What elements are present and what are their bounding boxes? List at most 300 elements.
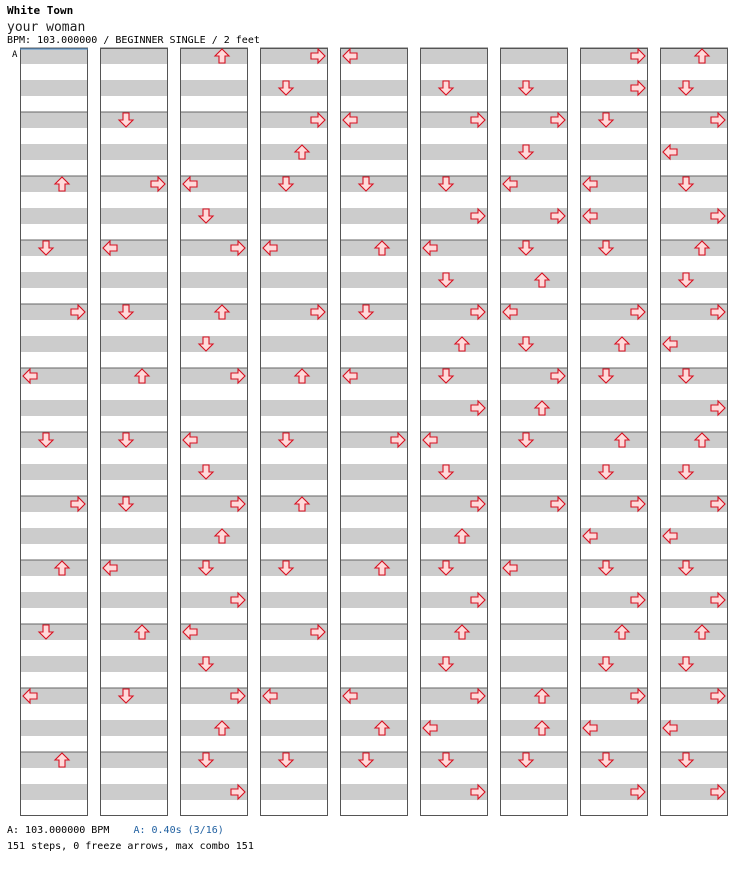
row-band xyxy=(100,192,168,208)
row-band xyxy=(260,352,328,368)
row-band xyxy=(180,64,248,80)
row-band xyxy=(660,288,728,304)
row-band xyxy=(580,464,648,480)
row-band xyxy=(500,704,568,720)
row-band xyxy=(580,576,648,592)
row-band xyxy=(500,256,568,272)
row-band xyxy=(580,448,648,464)
row-band xyxy=(20,80,88,96)
row-band xyxy=(260,336,328,352)
row-band xyxy=(20,416,88,432)
row-band xyxy=(20,240,88,256)
row-band xyxy=(420,256,488,272)
row-band xyxy=(420,128,488,144)
row-band xyxy=(260,64,328,80)
row-band xyxy=(500,320,568,336)
row-band xyxy=(100,112,168,128)
row-band xyxy=(420,656,488,672)
row-band xyxy=(420,544,488,560)
row-band xyxy=(500,512,568,528)
row-band xyxy=(20,544,88,560)
row-band xyxy=(500,416,568,432)
row-band xyxy=(180,576,248,592)
row-band xyxy=(100,48,168,64)
row-band xyxy=(180,160,248,176)
row-band xyxy=(340,144,408,160)
row-band xyxy=(340,544,408,560)
row-band xyxy=(100,224,168,240)
song-title: your woman xyxy=(7,20,86,35)
row-band xyxy=(260,704,328,720)
row-band xyxy=(580,288,648,304)
bpm-readout: A: 103.000000 BPM xyxy=(7,825,110,836)
row-band xyxy=(420,768,488,784)
row-band xyxy=(660,736,728,752)
row-band xyxy=(180,288,248,304)
row-band xyxy=(180,80,248,96)
row-band xyxy=(180,192,248,208)
row-band xyxy=(580,272,648,288)
row-band xyxy=(20,576,88,592)
row-band xyxy=(20,256,88,272)
row-band xyxy=(580,96,648,112)
row-band xyxy=(260,608,328,624)
row-band xyxy=(660,656,728,672)
row-band xyxy=(20,624,88,640)
row-band xyxy=(580,112,648,128)
row-band xyxy=(20,432,88,448)
row-band xyxy=(580,224,648,240)
row-band xyxy=(340,256,408,272)
row-band xyxy=(500,480,568,496)
row-band xyxy=(260,736,328,752)
row-band xyxy=(180,144,248,160)
row-band xyxy=(260,576,328,592)
row-band xyxy=(660,560,728,576)
row-band xyxy=(500,752,568,768)
row-band xyxy=(20,224,88,240)
row-band xyxy=(500,400,568,416)
row-band xyxy=(180,800,248,816)
row-band xyxy=(580,768,648,784)
row-band xyxy=(20,704,88,720)
row-band xyxy=(420,272,488,288)
row-band xyxy=(500,608,568,624)
time-readout: A: 0.40s (3/16) xyxy=(133,825,224,836)
row-band xyxy=(580,752,648,768)
row-band xyxy=(500,640,568,656)
row-band xyxy=(100,768,168,784)
row-band xyxy=(580,352,648,368)
row-band xyxy=(260,224,328,240)
row-band xyxy=(260,256,328,272)
row-band xyxy=(100,352,168,368)
row-band xyxy=(100,544,168,560)
row-band xyxy=(100,64,168,80)
row-band xyxy=(340,192,408,208)
row-band xyxy=(420,320,488,336)
row-band xyxy=(340,272,408,288)
row-band xyxy=(340,768,408,784)
row-band xyxy=(340,240,408,256)
row-band xyxy=(420,672,488,688)
row-band xyxy=(340,224,408,240)
row-band xyxy=(20,352,88,368)
row-band xyxy=(100,320,168,336)
row-band xyxy=(660,416,728,432)
row-band xyxy=(580,656,648,672)
row-band xyxy=(500,656,568,672)
row-band xyxy=(20,176,88,192)
row-band xyxy=(260,320,328,336)
row-band xyxy=(260,192,328,208)
row-band xyxy=(340,64,408,80)
row-band xyxy=(180,512,248,528)
row-band xyxy=(260,176,328,192)
row-band xyxy=(500,688,568,704)
song-artist: White Town xyxy=(7,4,74,17)
row-band xyxy=(100,656,168,672)
row-band xyxy=(20,208,88,224)
row-band xyxy=(100,608,168,624)
row-band xyxy=(500,544,568,560)
row-band xyxy=(500,720,568,736)
row-band xyxy=(180,96,248,112)
row-band xyxy=(20,512,88,528)
row-band xyxy=(420,480,488,496)
row-band xyxy=(20,784,88,800)
row-band xyxy=(580,624,648,640)
row-band xyxy=(580,320,648,336)
row-band xyxy=(180,480,248,496)
row-band xyxy=(20,128,88,144)
row-band xyxy=(260,544,328,560)
row-band xyxy=(340,96,408,112)
row-band xyxy=(580,672,648,688)
row-band xyxy=(260,720,328,736)
row-band xyxy=(420,640,488,656)
row-band xyxy=(660,544,728,560)
row-band xyxy=(260,160,328,176)
row-band xyxy=(100,96,168,112)
row-band xyxy=(260,144,328,160)
row-band xyxy=(100,384,168,400)
row-band xyxy=(580,416,648,432)
row-band xyxy=(420,160,488,176)
row-band xyxy=(100,416,168,432)
row-band xyxy=(340,320,408,336)
row-band xyxy=(420,528,488,544)
row-band xyxy=(660,192,728,208)
row-band xyxy=(100,400,168,416)
row-band xyxy=(340,80,408,96)
row-band xyxy=(340,592,408,608)
row-band xyxy=(420,800,488,816)
row-band xyxy=(20,160,88,176)
row-band xyxy=(500,672,568,688)
row-band xyxy=(180,704,248,720)
row-band xyxy=(420,624,488,640)
row-band xyxy=(660,448,728,464)
row-band xyxy=(660,672,728,688)
row-band xyxy=(420,224,488,240)
row-band xyxy=(340,784,408,800)
row-band xyxy=(20,608,88,624)
row-band xyxy=(500,224,568,240)
row-band xyxy=(260,672,328,688)
row-band xyxy=(340,624,408,640)
row-band xyxy=(260,208,328,224)
timing-info xyxy=(7,825,224,836)
row-band xyxy=(100,448,168,464)
row-band xyxy=(580,256,648,272)
row-band xyxy=(20,64,88,80)
row-band xyxy=(180,640,248,656)
row-band xyxy=(20,640,88,656)
row-band xyxy=(20,800,88,816)
position-marker: A xyxy=(12,50,18,60)
row-band xyxy=(340,384,408,400)
row-band xyxy=(420,64,488,80)
row-band xyxy=(260,368,328,384)
row-band xyxy=(340,176,408,192)
row-band xyxy=(260,400,328,416)
row-band xyxy=(580,336,648,352)
row-band xyxy=(20,144,88,160)
row-band xyxy=(340,352,408,368)
row-band xyxy=(660,624,728,640)
row-band xyxy=(180,720,248,736)
row-band xyxy=(500,464,568,480)
row-band xyxy=(500,64,568,80)
row-band xyxy=(580,144,648,160)
row-band xyxy=(500,128,568,144)
row-band xyxy=(660,64,728,80)
row-band xyxy=(500,160,568,176)
row-band xyxy=(180,112,248,128)
row-band xyxy=(340,512,408,528)
row-band xyxy=(420,384,488,400)
row-band xyxy=(660,96,728,112)
row-band xyxy=(580,480,648,496)
row-band xyxy=(20,736,88,752)
row-band xyxy=(340,448,408,464)
row-band xyxy=(420,608,488,624)
row-band xyxy=(340,400,408,416)
row-band xyxy=(580,800,648,816)
row-band xyxy=(100,128,168,144)
row-band xyxy=(340,480,408,496)
row-band xyxy=(660,160,728,176)
row-band xyxy=(20,272,88,288)
row-band xyxy=(580,240,648,256)
row-band xyxy=(180,528,248,544)
row-band xyxy=(20,720,88,736)
row-band xyxy=(180,768,248,784)
row-band xyxy=(580,368,648,384)
row-band xyxy=(180,224,248,240)
row-band xyxy=(420,352,488,368)
row-band xyxy=(500,736,568,752)
row-band xyxy=(260,752,328,768)
row-band xyxy=(340,496,408,512)
row-band xyxy=(100,480,168,496)
row-band xyxy=(100,576,168,592)
row-band xyxy=(20,480,88,496)
row-band xyxy=(260,272,328,288)
row-band xyxy=(100,496,168,512)
row-band xyxy=(660,480,728,496)
row-band xyxy=(100,704,168,720)
row-band xyxy=(100,336,168,352)
row-band xyxy=(580,432,648,448)
row-band xyxy=(340,416,408,432)
row-band xyxy=(660,224,728,240)
row-band xyxy=(100,624,168,640)
row-band xyxy=(500,352,568,368)
row-band xyxy=(100,640,168,656)
row-band xyxy=(180,416,248,432)
row-band xyxy=(660,48,728,64)
row-band xyxy=(500,528,568,544)
row-band xyxy=(180,384,248,400)
row-band xyxy=(260,496,328,512)
chart-info: BPM: 103.000000 / BEGINNER SINGLE / 2 feet xyxy=(7,35,260,46)
row-band xyxy=(180,352,248,368)
row-band xyxy=(260,128,328,144)
row-band xyxy=(420,288,488,304)
row-band xyxy=(660,240,728,256)
row-band xyxy=(580,736,648,752)
row-band xyxy=(420,736,488,752)
row-band xyxy=(660,384,728,400)
row-band xyxy=(580,608,648,624)
row-band xyxy=(660,320,728,336)
row-band xyxy=(180,400,248,416)
row-band xyxy=(660,608,728,624)
row-band xyxy=(420,176,488,192)
row-band xyxy=(20,448,88,464)
row-band xyxy=(180,336,248,352)
row-band xyxy=(100,288,168,304)
row-band xyxy=(660,576,728,592)
row-band xyxy=(340,304,408,320)
row-band xyxy=(100,208,168,224)
row-band xyxy=(500,192,568,208)
row-band xyxy=(500,48,568,64)
row-band xyxy=(420,144,488,160)
row-band xyxy=(180,128,248,144)
row-band xyxy=(260,560,328,576)
row-band xyxy=(500,272,568,288)
row-band xyxy=(340,560,408,576)
row-band xyxy=(660,768,728,784)
row-band xyxy=(420,448,488,464)
row-band xyxy=(180,560,248,576)
row-band xyxy=(100,720,168,736)
row-band xyxy=(420,576,488,592)
row-band xyxy=(660,272,728,288)
row-band xyxy=(340,128,408,144)
row-band xyxy=(420,368,488,384)
row-band xyxy=(20,464,88,480)
row-band xyxy=(20,192,88,208)
row-band xyxy=(420,192,488,208)
row-band xyxy=(420,48,488,64)
row-band xyxy=(180,256,248,272)
row-band xyxy=(180,448,248,464)
row-band xyxy=(180,544,248,560)
row-band xyxy=(180,672,248,688)
row-band xyxy=(660,80,728,96)
row-band xyxy=(420,416,488,432)
row-band xyxy=(260,784,328,800)
row-band xyxy=(100,272,168,288)
row-band xyxy=(20,112,88,128)
row-band xyxy=(340,464,408,480)
row-band xyxy=(580,160,648,176)
row-band xyxy=(260,384,328,400)
row-band xyxy=(180,464,248,480)
row-band xyxy=(420,80,488,96)
row-band xyxy=(20,656,88,672)
row-band xyxy=(660,512,728,528)
row-band xyxy=(180,736,248,752)
row-band xyxy=(180,752,248,768)
row-band xyxy=(580,128,648,144)
row-band xyxy=(580,512,648,528)
row-band xyxy=(500,384,568,400)
row-band xyxy=(500,592,568,608)
row-band xyxy=(500,784,568,800)
row-band xyxy=(20,768,88,784)
row-band xyxy=(20,672,88,688)
row-band xyxy=(260,80,328,96)
row-band xyxy=(260,528,328,544)
row-band xyxy=(340,640,408,656)
row-band xyxy=(180,272,248,288)
row-band xyxy=(260,640,328,656)
row-band xyxy=(100,432,168,448)
row-band xyxy=(500,800,568,816)
row-band xyxy=(180,608,248,624)
row-band xyxy=(420,752,488,768)
row-band xyxy=(100,736,168,752)
row-band xyxy=(340,736,408,752)
row-band xyxy=(660,752,728,768)
row-band xyxy=(260,656,328,672)
row-band xyxy=(660,176,728,192)
row-band xyxy=(500,240,568,256)
row-band xyxy=(660,640,728,656)
row-band xyxy=(100,528,168,544)
row-band xyxy=(580,560,648,576)
row-band xyxy=(500,96,568,112)
row-band xyxy=(260,464,328,480)
row-band xyxy=(260,432,328,448)
row-band xyxy=(580,640,648,656)
row-band xyxy=(100,784,168,800)
row-band xyxy=(500,448,568,464)
row-band xyxy=(260,288,328,304)
row-band xyxy=(260,800,328,816)
row-band xyxy=(20,288,88,304)
row-band xyxy=(500,336,568,352)
row-band xyxy=(20,320,88,336)
row-band xyxy=(100,80,168,96)
row-band xyxy=(420,464,488,480)
row-band xyxy=(660,352,728,368)
